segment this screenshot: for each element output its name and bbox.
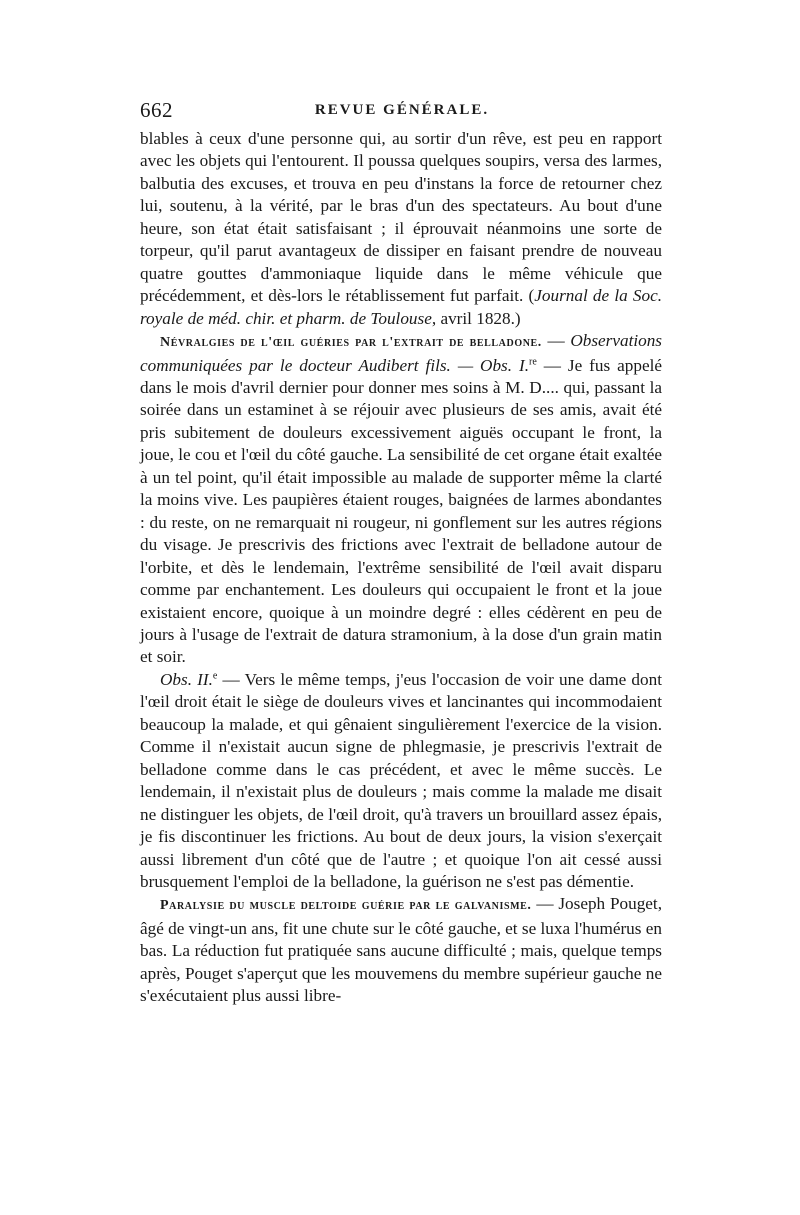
- page-header: [140, 98, 664, 124]
- paragraph-continuation: [140, 128, 662, 330]
- observation-label: — Obs. I.: [450, 355, 530, 375]
- running-head: REVUE GÉNÉRALE.: [314, 102, 490, 118]
- observation-label-sup: e: [212, 670, 218, 682]
- paragraph-text: — Joseph Pouget, âgé de vingt-un ans, fit une chute sur le côté gauche, et se luxa l'humérus en bas. La réduction fut pratiquée sans aucune difficulté ; mais, quelque temps après, Pouget s'aperçut que les mouvemens du membre supérieur gauche ne s'exécutaient plus aussi libre-: [140, 894, 662, 1006]
- page-number: 662: [140, 98, 173, 122]
- page-body: [140, 128, 662, 1008]
- observation-label-sup: re: [529, 355, 537, 367]
- paragraph-text: — Vers le même temps, j'eus l'occasion de voir une dame dont l'œil droit était le siège de douleurs vives et lancinantes qui incommodaient beaucoup la malade, et qui gênaient singulièrement l'exercice de la vision. Comme il n'existait aucun signe de phlegmasie, je prescrivis l'extrait de belladone comme dans le cas précédent, et avec le même succès. Le lendemain, il n'existait plus de douleurs ; mais comme la malade me disait ne distinguer les objets, de l'œil droit, qu'à travers un brouillard assez épais, je fis discontinuer les frictions. Au bout de deux jours, la vision s'exerçait aussi librement d'un côté que de l'autre ; et quoique l'on ait cessé aussi brusquement l'emploi de la belladone, la guérison ne s'est pas démentie.: [140, 669, 662, 891]
- paragraph-nevralgies: [140, 330, 662, 669]
- section-heading: Névralgies de l'œil guéries par l'extrait de belladone.: [160, 335, 542, 351]
- section-heading: Paralysie du muscle deltoide guérie par le galvanisme.: [160, 898, 532, 914]
- observation-label: Obs. II.: [160, 669, 213, 689]
- paragraph-text: blables à ceux d'une personne qui, au sortir d'un rêve, est peu en rapport avec les objets qui l'entourent. Il poussa quelques soupirs, versa des larmes, balbutia des excuses, et trouva en peu d'instans la force de retourner chez lui, soutenu, à la vérité, par le bras d'un des spectateurs. Au bout d'une heure, son état était satisfaisant ; il éprouvait néanmoins une sorte de torpeur, qu'il parut avantageux de dissiper en faisant prendre de nouveau quatre gouttes d'ammoniaque liquide dans le même véhicule que précédemment, et dès-lors le rétablissement fut parfait. (: [140, 129, 662, 306]
- observation-intro: Observations communiquées par le docteur Audibert fils.: [140, 331, 662, 375]
- heading-dash: —: [541, 331, 571, 351]
- bleed-through-text: [200, 882, 670, 900]
- citation-end: , avril 1828.): [431, 308, 521, 328]
- citation: Journal de la Soc. royale de méd. chir. et pharm. de Toulouse: [140, 286, 662, 328]
- paragraph-obs-2: [140, 669, 662, 894]
- paragraph-text: — Je fus appelé dans le mois d'avril dernier pour donner mes soins à M. D.... qui, passant la soirée dans un estaminet à se réjouir avec plusieurs de ses amis, avait été pris subitement de douleurs excessivement aiguës occupant le front, la joue, le cou et l'œil du côté gauche. La sensibilité de cet organe était exaltée à un tel point, qu'il était impossible au malade de supporter même la clarté la moins vive. Les paupières étaient rouges, baignées de larmes abondantes : du reste, on ne remarquait ni rougeur, ni gonflement sur les autres régions du visage. Je prescrivis des frictions avec l'extrait de belladone autour de l'orbite, et dès le lendemain, l'extrême sensibilité de l'œil avait disparu comme par enchantement. Les douleurs qui occupaient le front et la joue existaient encore, quoique à un moindre degré : elles cédèrent en peu de jours à l'usage de l'extrait de datura stramonium, à la dose d'un grain matin et soir.: [140, 355, 662, 667]
- paragraph-paralysie: [140, 893, 662, 1007]
